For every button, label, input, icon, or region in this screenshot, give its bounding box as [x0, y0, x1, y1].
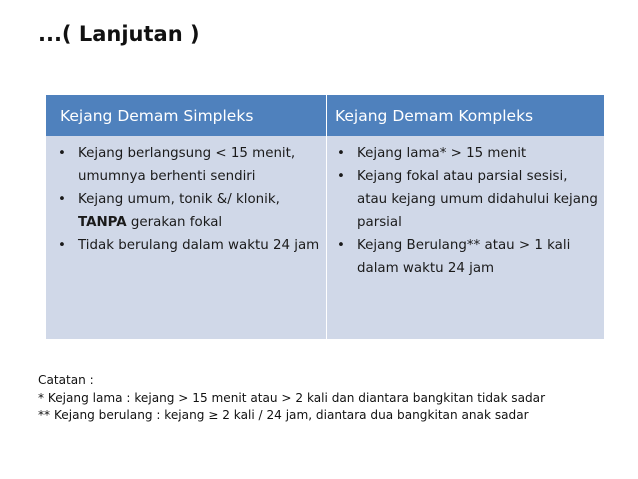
notes-block — [38, 372, 545, 425]
slide-title: ...( Lanjutan ) — [38, 22, 200, 46]
list-item: • Kejang umum, tonik &/ klonik, TANPA gerakan fokal — [56, 188, 322, 234]
simpleks-list — [56, 142, 322, 257]
list-item: • Tidak berulang dalam waktu 24 jam — [56, 234, 322, 257]
table-header-row — [46, 95, 604, 136]
bullet-icon: • — [58, 238, 66, 253]
kompleks-cell — [327, 136, 604, 339]
notes-heading: Catatan : — [38, 373, 94, 387]
list-item: • Kejang fokal atau parsial sesisi, atau kejang umum didahului kejang parsial — [335, 165, 598, 234]
table-body-row — [46, 136, 604, 339]
bullet-icon: • — [58, 146, 66, 161]
bullet-icon: • — [337, 169, 345, 184]
bullet-icon: • — [337, 146, 345, 161]
bullet-icon: • — [58, 192, 66, 207]
header-kompleks: Kejang Demam Kompleks — [335, 106, 534, 125]
bullet-icon: • — [337, 238, 345, 253]
list-item: • Kejang lama* > 15 menit — [335, 142, 598, 165]
notes-line-1: * Kejang lama : kejang > 15 menit atau > 2 kali dan diantara bangkitan tidak sadar — [38, 390, 546, 405]
list-item: • Kejang Berulang** atau > 1 kali dalam waktu 24 jam — [335, 234, 598, 280]
emphasis-text: TANPA — [78, 215, 127, 230]
list-item: • Kejang berlangsung < 15 menit, umumnya berhenti sendiri — [56, 142, 322, 188]
notes-line-2: ** Kejang berulang : kejang ≥ 2 kali / 24 jam, diantara dua bangkitan anak sadar — [38, 408, 529, 422]
comparison-table — [46, 95, 604, 339]
simpleks-cell — [46, 136, 327, 339]
header-simpleks: Kejang Demam Simpleks — [46, 95, 327, 136]
kompleks-list — [335, 142, 598, 280]
